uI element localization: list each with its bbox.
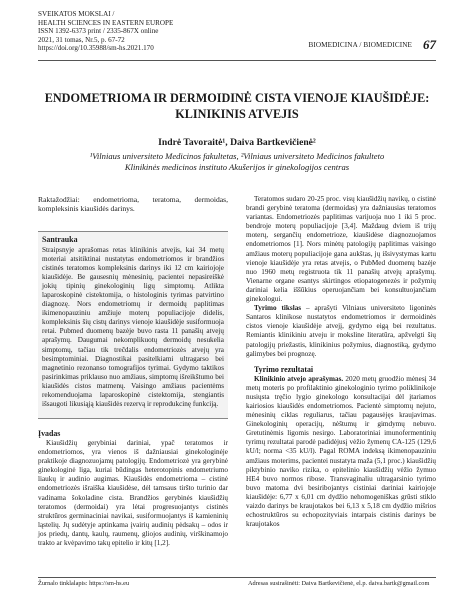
journal-name-line: SVEIKATOS MOKSLAI / xyxy=(38,10,115,18)
header-divider xyxy=(38,60,436,61)
issn-line: ISSN 1392-6373 print / 2335-867X online xyxy=(38,27,159,36)
volume-line: 2021, 31 tomas, Nr.5, p. 67-72 xyxy=(38,35,125,44)
journal-name-english: HEALTH SCIENCES IN EASTERN EUROPE xyxy=(38,18,174,27)
running-header xyxy=(38,10,436,58)
case-lead: Klinikinio atvejo aprašymas. xyxy=(254,374,344,383)
doi-link[interactable]: https://doi.org/10.35988/sm-hs.2021.170 xyxy=(38,44,154,53)
journal-info xyxy=(38,10,173,53)
aim-paragraph xyxy=(246,304,436,359)
footer-divider xyxy=(38,577,436,578)
page-number: 67 xyxy=(423,37,436,52)
introduction-section xyxy=(38,428,228,548)
section-label: BIOMEDICINA / BIOMEDICINE xyxy=(308,41,412,49)
journal-website[interactable]: Žurnalo tinklalapis: https://sm-hs.eu xyxy=(38,580,130,587)
affiliations xyxy=(38,151,436,173)
affiliation-line: Klinikinės medicinos instituto Akušerijos ir ginekologijos centras xyxy=(124,161,350,172)
title-line: ENDOMETRIOMA IR DERMOIDINĖ CISTA VIENOJE KIAUŠIDĖJE: xyxy=(44,91,430,105)
results-heading: Tyrimo rezultatai xyxy=(254,364,314,374)
case-paragraph xyxy=(246,375,436,530)
article-title xyxy=(38,91,436,122)
teratoma-paragraph: Teratomos sudaro 20-25 proc. visų kiaušidžių navikų, o cistinė brandi gerybinė teratoma (dermoidas) yra dažniausias teratomos variantas. Endometriozės paplitimas varijuoja nuo 1 iki 5 proc. bendroje moterų populiacijoje [3,4]. Maždaug dviem iš trijų moterų, sergančių endometrioze, kiaušidėse diagnozuojamos endometriomos [1]. Nors minėtų patologijų paplitimas vaisingo amžiaus moterų populiacijoje gana aukštas, jų išsivystymas kartu vienoje kiaušidėje yra retas atvejis, o PubMed duomenų bazėje nuo 1960 metų registruota tik 11 panašių atvejų aprašymų. Vienarne organe esantys skirtingos etiopatogenezės ir požymių dariniai kelia iššūkius operuojančiam bei konsultuojančiam ginekologui. xyxy=(246,195,436,304)
title-line: KLINIKINIS ATVEJIS xyxy=(175,106,299,121)
right-column xyxy=(246,195,436,529)
author-list: Indrė Tavoraitė¹, Daiva Bartkevičienė² xyxy=(158,137,316,148)
summary-heading: Santrauka xyxy=(42,235,78,244)
correspondence-address[interactable]: Adresas susirašinėti: Daiva Bartkevičienė, el.p. daiva.bartk@gmail.com xyxy=(248,580,430,587)
aim-text: – aprašyti Vilniaus universiteto ligoninės Santaros klinikose nustatytos endometriomos ir dermoidinės cistos vienoje kiaušidėje atvejį, gydymo eigą bei rezultatus. Remiantis klinikiniu atveju ir moksline literatūra, apžvelgti šių patologijų priežastis, klinikinius požymius, diagnostiką, gydymo galimybes bei prognozę. xyxy=(246,304,436,358)
summary-box xyxy=(38,231,228,419)
aim-lead: Tyrimo tikslas xyxy=(254,304,302,313)
introduction-heading: Įvadas xyxy=(38,429,61,438)
keywords: Raktažodžiai: endometrioma, teratoma, dermoidas, kompleksinis kiaušidės darinys. xyxy=(38,195,228,214)
affiliation-line: ¹Vilniaus universiteto Medicinos fakultetas, ²Vilniaus universiteto Medicinos fakulteto xyxy=(89,151,385,161)
summary-text: Straipsnyje aprašomas retas klinikinis atvejis, kai 34 metų moteriai atsitiktinai nustatytas endometriomos ir brandžios cistinės teratomos kompleksinis darinys iki 12 cm kairiojoje kiaušidėje. Be gausesnių mėnesinių, pacientei nepasireiškė jokių tipinių ginekologinių ligų simptomų. Atlikta laparoskopinė cistektomija, o histologinis tyrimas patvirtino diagnozę. Nors endometriomų ir dermoidų paplitimas ikimenopauziniu amžiuje moterų populiacijoje didelis, kompleksinis šių cistų darinys vienoje kiaušidėje susiformuoja retai. Pubmed duomenų bazėje buvo rasta 11 panašių atvejų aprašymų. Daugumai nekomplikuotų dermoidų nesukelia simptomų, tačiau tik trečdalis endometriozės atvejų yra besimptominiai. Diagnostikai pasitelkiami ultragarso bei magnetinio rezonanso tomografijos tyrimai. Gydymo taktikos pasirinkimas priklauso nuo amžiaus, simptomų išreikštumo bei kiaušidės cistos matmenų. Vaisingo amžiaus pacientėms rekomenduojama laparoskopinė cistektomija, stengiantis išsaugoti likusiąją kiaušidės rezervą ir reprodukcinę funkciją. xyxy=(42,245,224,409)
case-text: 2020 metų gruodžio mėnesį 34 metų moteris po profilaktinio ginekologinio tyrimo poliklinikoje nusiųsta tręčio lygio ginekologo konsultacijai dėl įtariamos kairiosios kiaušidės endometriomos. Pacientė simptomų nejuto, mėnesinių ciklas reguliarus, tačiau pagausėjęs kraujavimas. Ginekologinių operacijų, nėštumų ir gimdymų nebuvo. Gretutinėmis ligomis nesirgo. Laboratoriniai imunofermentinių tyrimų rezultatai parodė padidėjusį vėžio žymenų CA-125 (129,6 kU/l; norma <35 kU/l). Pagal ROMA indeksą ikimenopauziniu amžiaus moterims, pacientei nustatyta maža (5,1 proc.) kiaušidžių piktybinio naviko rizika, o epitelinio kiaušidžių vėžio žymuo HE4 buvo normos ribose. Transvaginaliu ultragarsinio tyrimo buvo matoma dvi besiribojantys cistiniai dariniai kairiojoje kiaušidėje: 6,77 x 6,01 cm dydžio nehomogeniškas grūsti stiklo vaizdo darinys be kraujotakos bei 6,13 x 5,18 cm dydžio mišrios echostruktūros su echopozityviais intarpais cistinis darinys be kraujotakos xyxy=(246,374,437,529)
introduction-text: Kiaušidžių gerybiniai dariniai, ypač teratomos ir endometriomos, yra vienos iš dažniausiai ginekologinėje praktikoje diagnozuojamų patologijų. Endometriozė yra gerybinė ginekologinė liga, kuriai būdingas heterotopinis endometriumo liaukų ir audinio augimas. Kiaušidės endometrioma – cistinė endometriozės išraiška kiaušidėse, dėl tamsaus tiršto turinio dar vadinama šokoladine cista. Brandžios gerybinės kiaušidžių teratomos (dermoidai) yra lėtai progresuojantys cistinės struktūros germinaciniai navikai, susiformuojantys iš kamieninių ląstelių. Jų sudėtyje aptinkama įvairių audinių pėdsakų – odos ir jos priedų, dantų, kaulų, raumenų, gliojos audinių, virškinamojo trakto ar kvėpavimo takų epitelio ir kitų [1,2]. xyxy=(38,439,228,548)
